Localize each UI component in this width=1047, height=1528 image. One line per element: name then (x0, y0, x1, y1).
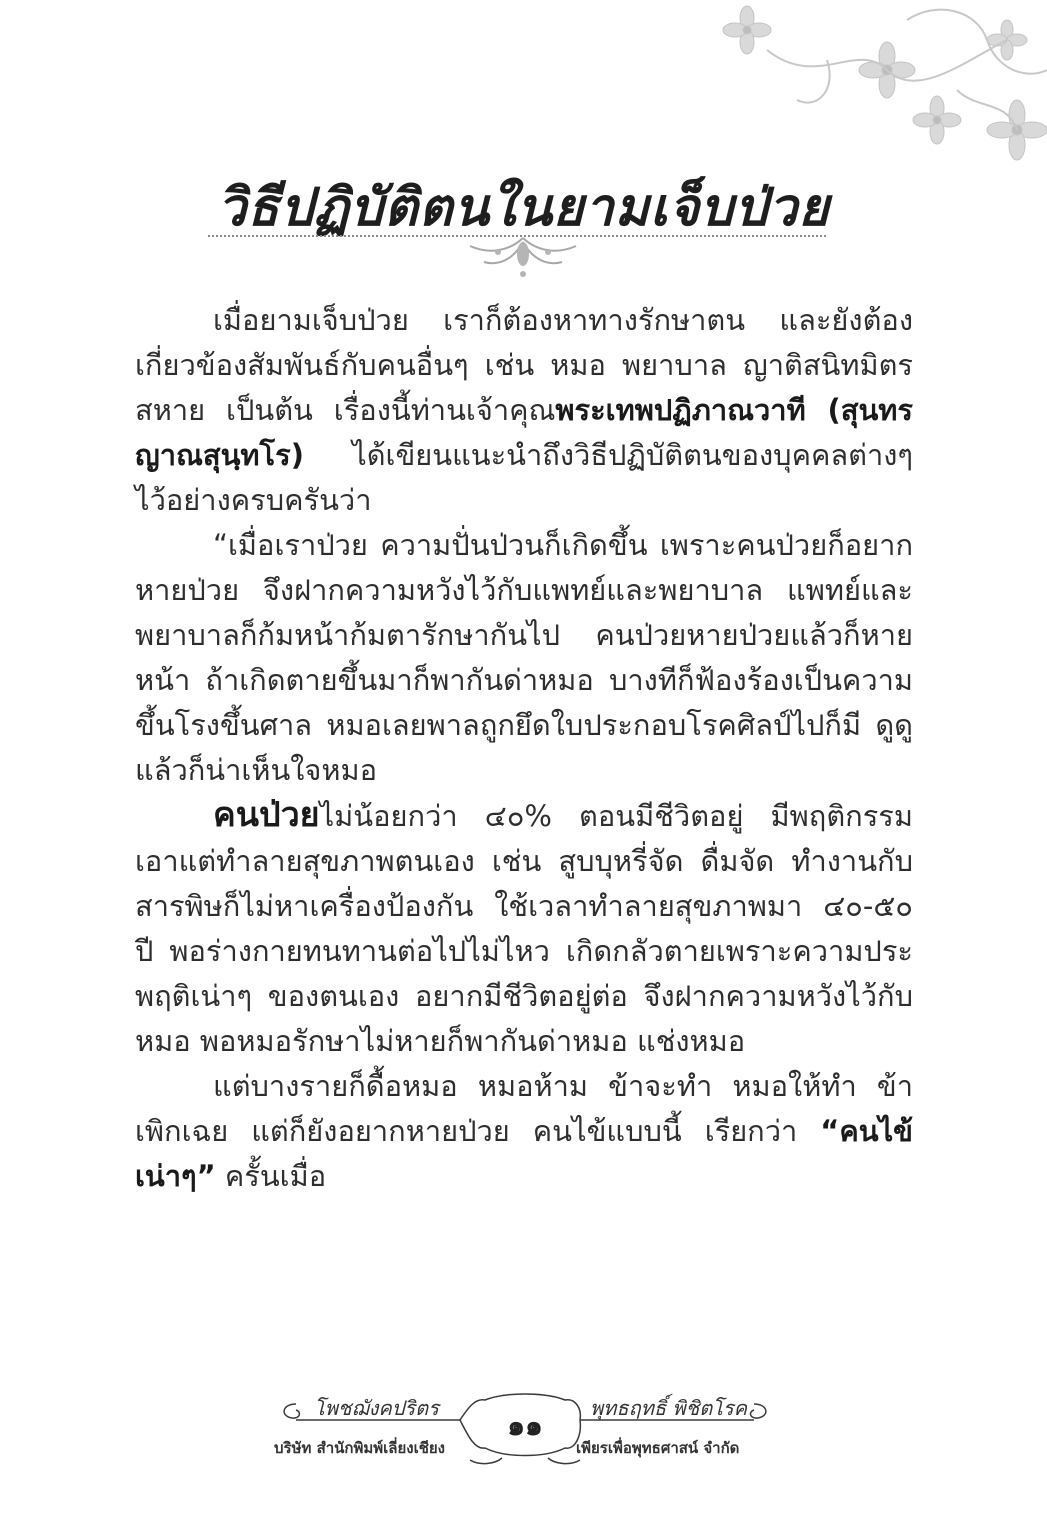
patient-heading-bold: คนป่วย (213, 795, 320, 835)
paragraph-4-text-a: แต่บางรายก็ดื้อหมอ หมอห้าม ข้าจะทำ หมอให้ทำ ข้าเพิกเฉย แต่ก็ยังอยากหายป่วย คนไข้แบบนี้ เรียกว่า (135, 1069, 913, 1148)
paragraph-2: “เมื่อเราป่วย ความปั่นป่วนก็เกิดขึ้น เพราะคนป่วยก็อยากหายป่วย จึงฝากความหวังไว้กับแพทย์และพยาบาล แพทย์และพยาบาลก็ก้มหน้าก้มตารักษากันไป คนป่วยหายป่วยแล้วก็หายหน้า ถ้าเกิดตายขึ้นมาก็พากันด่าหมอ บางทีก็ฟ้องร้องเป็นความขึ้นโรงขึ้นศาล หมอเลยพาลถูกยึดใบประกอบโรคศิลป์ไปก็มี ดูดูแล้วก็น่าเห็นใจหมอ (135, 528, 913, 787)
page-title: วิธีปฏิบัติตนในยามเจ็บป่วย (217, 177, 830, 238)
paragraph-1-text-a: เมื่อยามเจ็บป่วย เราก็ต้องหาทางรักษาตน และยังต้องเกี่ยวข้องสัมพันธ์กับคนอื่นๆ เช่น หมอ พยาบาล ญาติสนิทมิตรสหาย เป็นต้น เรื่องนี้ท่านเจ้าคุณ (135, 303, 913, 427)
paragraph-3 (135, 793, 913, 1064)
footer-subtitle: พุทธฤทธิ์ พิชิตโรค (590, 1396, 748, 1420)
paragraph-4 (135, 1064, 913, 1199)
footer-book-title: โพชฌังคปริตร (314, 1396, 439, 1420)
footer-publisher: บริษัท สำนักพิมพ์เลี่ยงเชียง (274, 1439, 446, 1457)
page-footer (270, 1388, 780, 1468)
paragraph-1-text-b: ได้เขียนแนะนำถึงวิธีปฏิบัติตนของบุคคลต่างๆ ไว้อย่างครบครันว่า (135, 438, 913, 517)
page-number: ๑๑ (507, 1409, 543, 1442)
paragraph-4-text-b: ครั้นเมื่อ (215, 1159, 327, 1193)
footer-publisher-suffix: เพียรเพื่อพุทธศาสน์ จำกัด (576, 1439, 740, 1457)
paragraph-3-text: ไม่น้อยกว่า ๔๐% ตอนมีชีวิตอยู่ มีพฤติกรรมเอาแต่ทำลายสุขภาพตนเอง เช่น สูบบุหรี่จัด ดื่มจัด ทำงานกับสารพิษก็ไม่หาเครื่องป้องกัน ใช้เวลาทำลายสุขภาพมา ๔๐-๕๐ ปี พอร่างกายทนทานต่อไปไม่ไหว เกิดกลัวตายเพราะความประพฤติเน่าๆ ของตนเอง อยากมีชีวิตอยู่ต่อ จึงฝากความหวังไว้กับหมอ พอหมอรักษาไม่หายก็พากันด่าหมอ แช่งหมอ (135, 799, 913, 1058)
author-name-bold: พระเทพปฏิภาณวาที (สุนทร ญาณสุนฺทโร) (135, 393, 913, 472)
article-body (135, 298, 913, 1199)
floral-corner-ornament (707, 0, 1047, 170)
title-divider-ornament (458, 232, 588, 282)
paragraph-1 (135, 298, 913, 523)
rotten-patient-term: “คนไข้เน่าๆ” (135, 1114, 913, 1193)
